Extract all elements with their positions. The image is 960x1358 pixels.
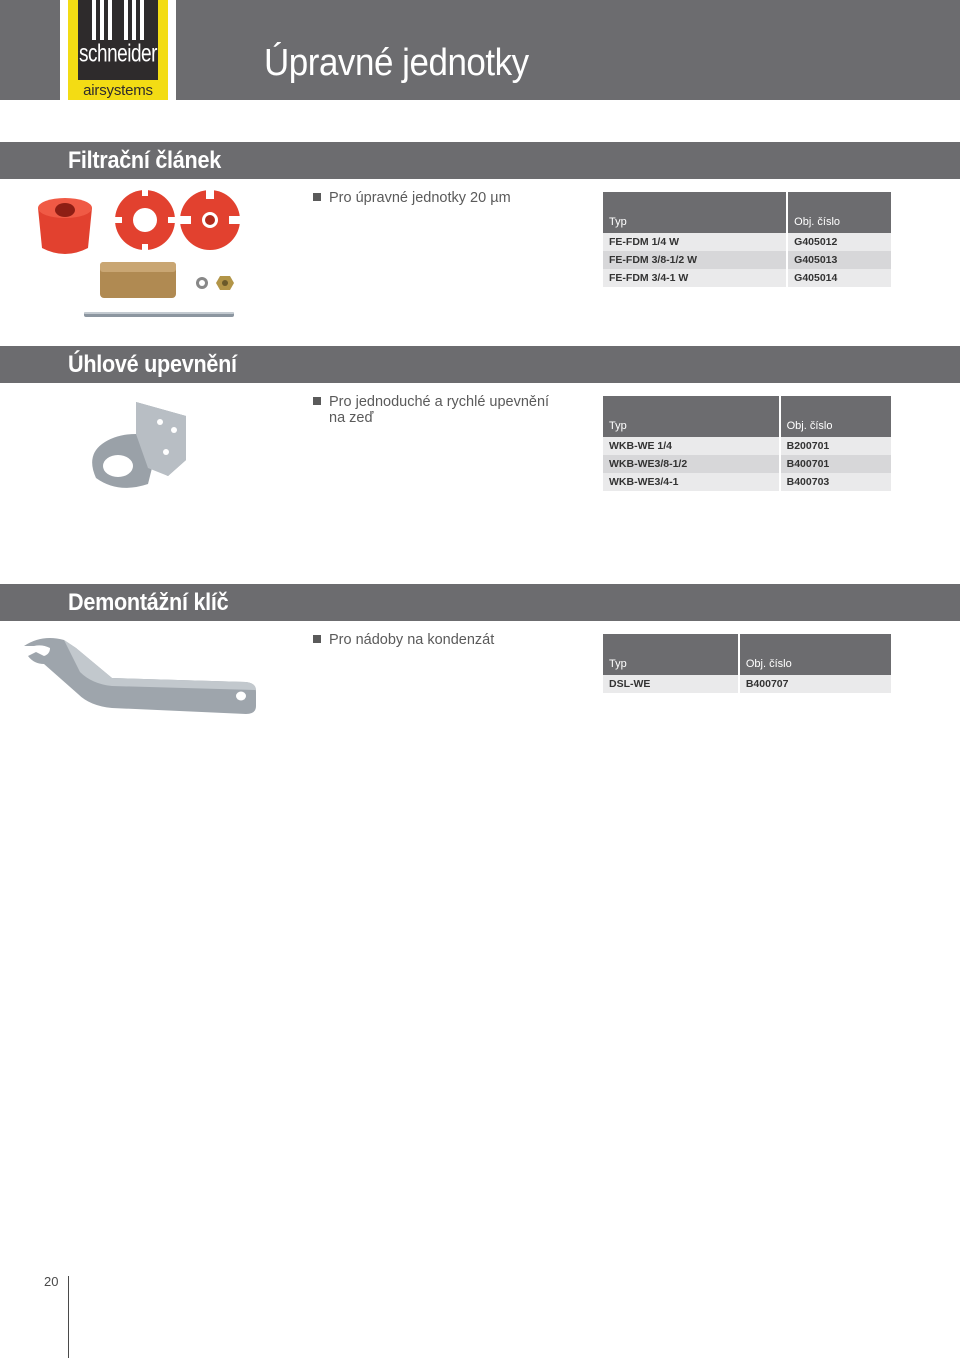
spanner-wrench-image <box>20 634 260 718</box>
brand-logo <box>60 0 176 100</box>
logo-wordmark: schneider <box>79 40 157 68</box>
page-divider-line <box>68 1276 69 1358</box>
logo-tagline: airsystems <box>83 82 153 99</box>
column-header-type: Typ <box>603 634 738 675</box>
column-header-order-no: Obj. číslo <box>779 396 891 437</box>
bullet-square-icon <box>313 397 321 405</box>
column-header-type: Typ <box>603 192 786 233</box>
section-title: Filtrační článek <box>68 147 221 174</box>
filter-element-image <box>30 188 250 324</box>
section-title: Úhlové upevnění <box>68 351 237 378</box>
spec-table-filter <box>603 192 891 287</box>
column-header-order-no: Obj. číslo <box>786 192 891 233</box>
bullet-square-icon <box>313 635 321 643</box>
section-bar-wrench <box>0 584 960 621</box>
page-number: 20 <box>44 1274 59 1289</box>
section-title: Demontážní klíč <box>68 589 229 616</box>
spec-table-bracket <box>603 396 891 491</box>
column-header-order-no: Obj. číslo <box>738 634 891 675</box>
angle-bracket-image <box>88 394 192 492</box>
page-title: Úpravné jednotky <box>264 42 529 84</box>
table-row: FE-FDM 1/4 W G405012 <box>603 233 891 251</box>
table-row: WKB-WE3/8-1/2 B400701 <box>603 455 891 473</box>
column-header-type: Typ <box>603 396 779 437</box>
table-row: DSL-WE B400707 <box>603 675 891 693</box>
table-row: FE-FDM 3/4-1 W G405014 <box>603 269 891 287</box>
table-row: WKB-WE3/4-1 B400703 <box>603 473 891 491</box>
bullet-square-icon <box>313 193 321 201</box>
section-bar-bracket <box>0 346 960 383</box>
spec-table-wrench <box>603 634 891 693</box>
table-row: FE-FDM 3/8-1/2 W G405013 <box>603 251 891 269</box>
table-row: WKB-WE 1/4 B200701 <box>603 437 891 455</box>
section-bar-filter <box>0 142 960 179</box>
